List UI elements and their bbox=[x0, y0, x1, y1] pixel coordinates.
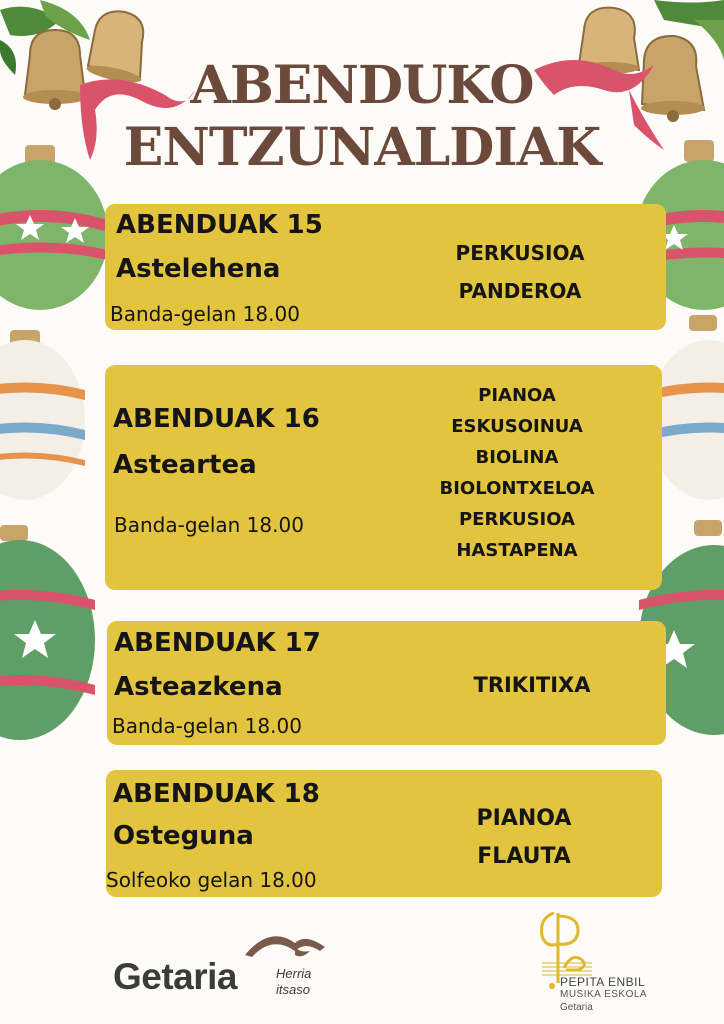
ornaments-left-decoration bbox=[0, 140, 110, 740]
getaria-tagline-2: itsaso bbox=[276, 982, 310, 997]
event-date: ABENDUAK 18 bbox=[113, 779, 320, 809]
getaria-logo-icon bbox=[240, 925, 330, 965]
instrument: ESKUSOINUA bbox=[451, 416, 583, 437]
event-date: ABENDUAK 15 bbox=[116, 210, 323, 240]
music-school-subtitle: MUSIKA ESKOLA bbox=[560, 989, 648, 1000]
event-day: Asteazkena bbox=[114, 672, 283, 702]
page-title-line2: ENTZUNALDIAK bbox=[123, 117, 601, 178]
instrument: BIOLINA bbox=[475, 447, 559, 468]
event-place: Banda-gelan 18.00 bbox=[114, 513, 304, 537]
instrument: PERKUSIOA bbox=[455, 241, 585, 265]
event-day: Osteguna bbox=[113, 821, 254, 851]
instrument: FLAUTA bbox=[477, 844, 571, 869]
christmas-ornament-icon bbox=[0, 330, 85, 500]
event-instruments bbox=[432, 670, 632, 700]
getaria-logo-text: Getaria bbox=[113, 956, 238, 997]
instrument: BIOLONTXELOA bbox=[439, 478, 595, 499]
music-school-name: PEPITA ENBIL bbox=[560, 975, 646, 989]
event-place: Banda-gelan 18.00 bbox=[110, 302, 300, 326]
event-place: Banda-gelan 18.00 bbox=[112, 714, 302, 738]
event-day: Astelehena bbox=[116, 254, 281, 284]
event-instruments bbox=[424, 800, 624, 876]
music-school-town: Getaria bbox=[560, 1002, 593, 1013]
instrument: HASTAPENA bbox=[456, 540, 578, 561]
event-date: ABENDUAK 16 bbox=[113, 404, 320, 434]
instrument: PERKUSIOA bbox=[458, 509, 575, 530]
event-instruments bbox=[420, 234, 620, 310]
instrument: TRIKITIXA bbox=[473, 673, 591, 697]
instrument: PIANOA bbox=[476, 806, 572, 831]
event-day: Asteartea bbox=[113, 450, 257, 480]
event-date: ABENDUAK 17 bbox=[114, 628, 321, 658]
event-instruments bbox=[412, 380, 622, 566]
getaria-tagline-1: Herria bbox=[276, 966, 312, 981]
event-place: Solfeoko gelan 18.00 bbox=[106, 868, 317, 892]
instrument: PANDEROA bbox=[458, 279, 582, 303]
page-title-line1: ABENDUKO bbox=[190, 55, 534, 116]
christmas-ornament-icon bbox=[0, 525, 95, 740]
instrument: PIANOA bbox=[478, 385, 556, 406]
